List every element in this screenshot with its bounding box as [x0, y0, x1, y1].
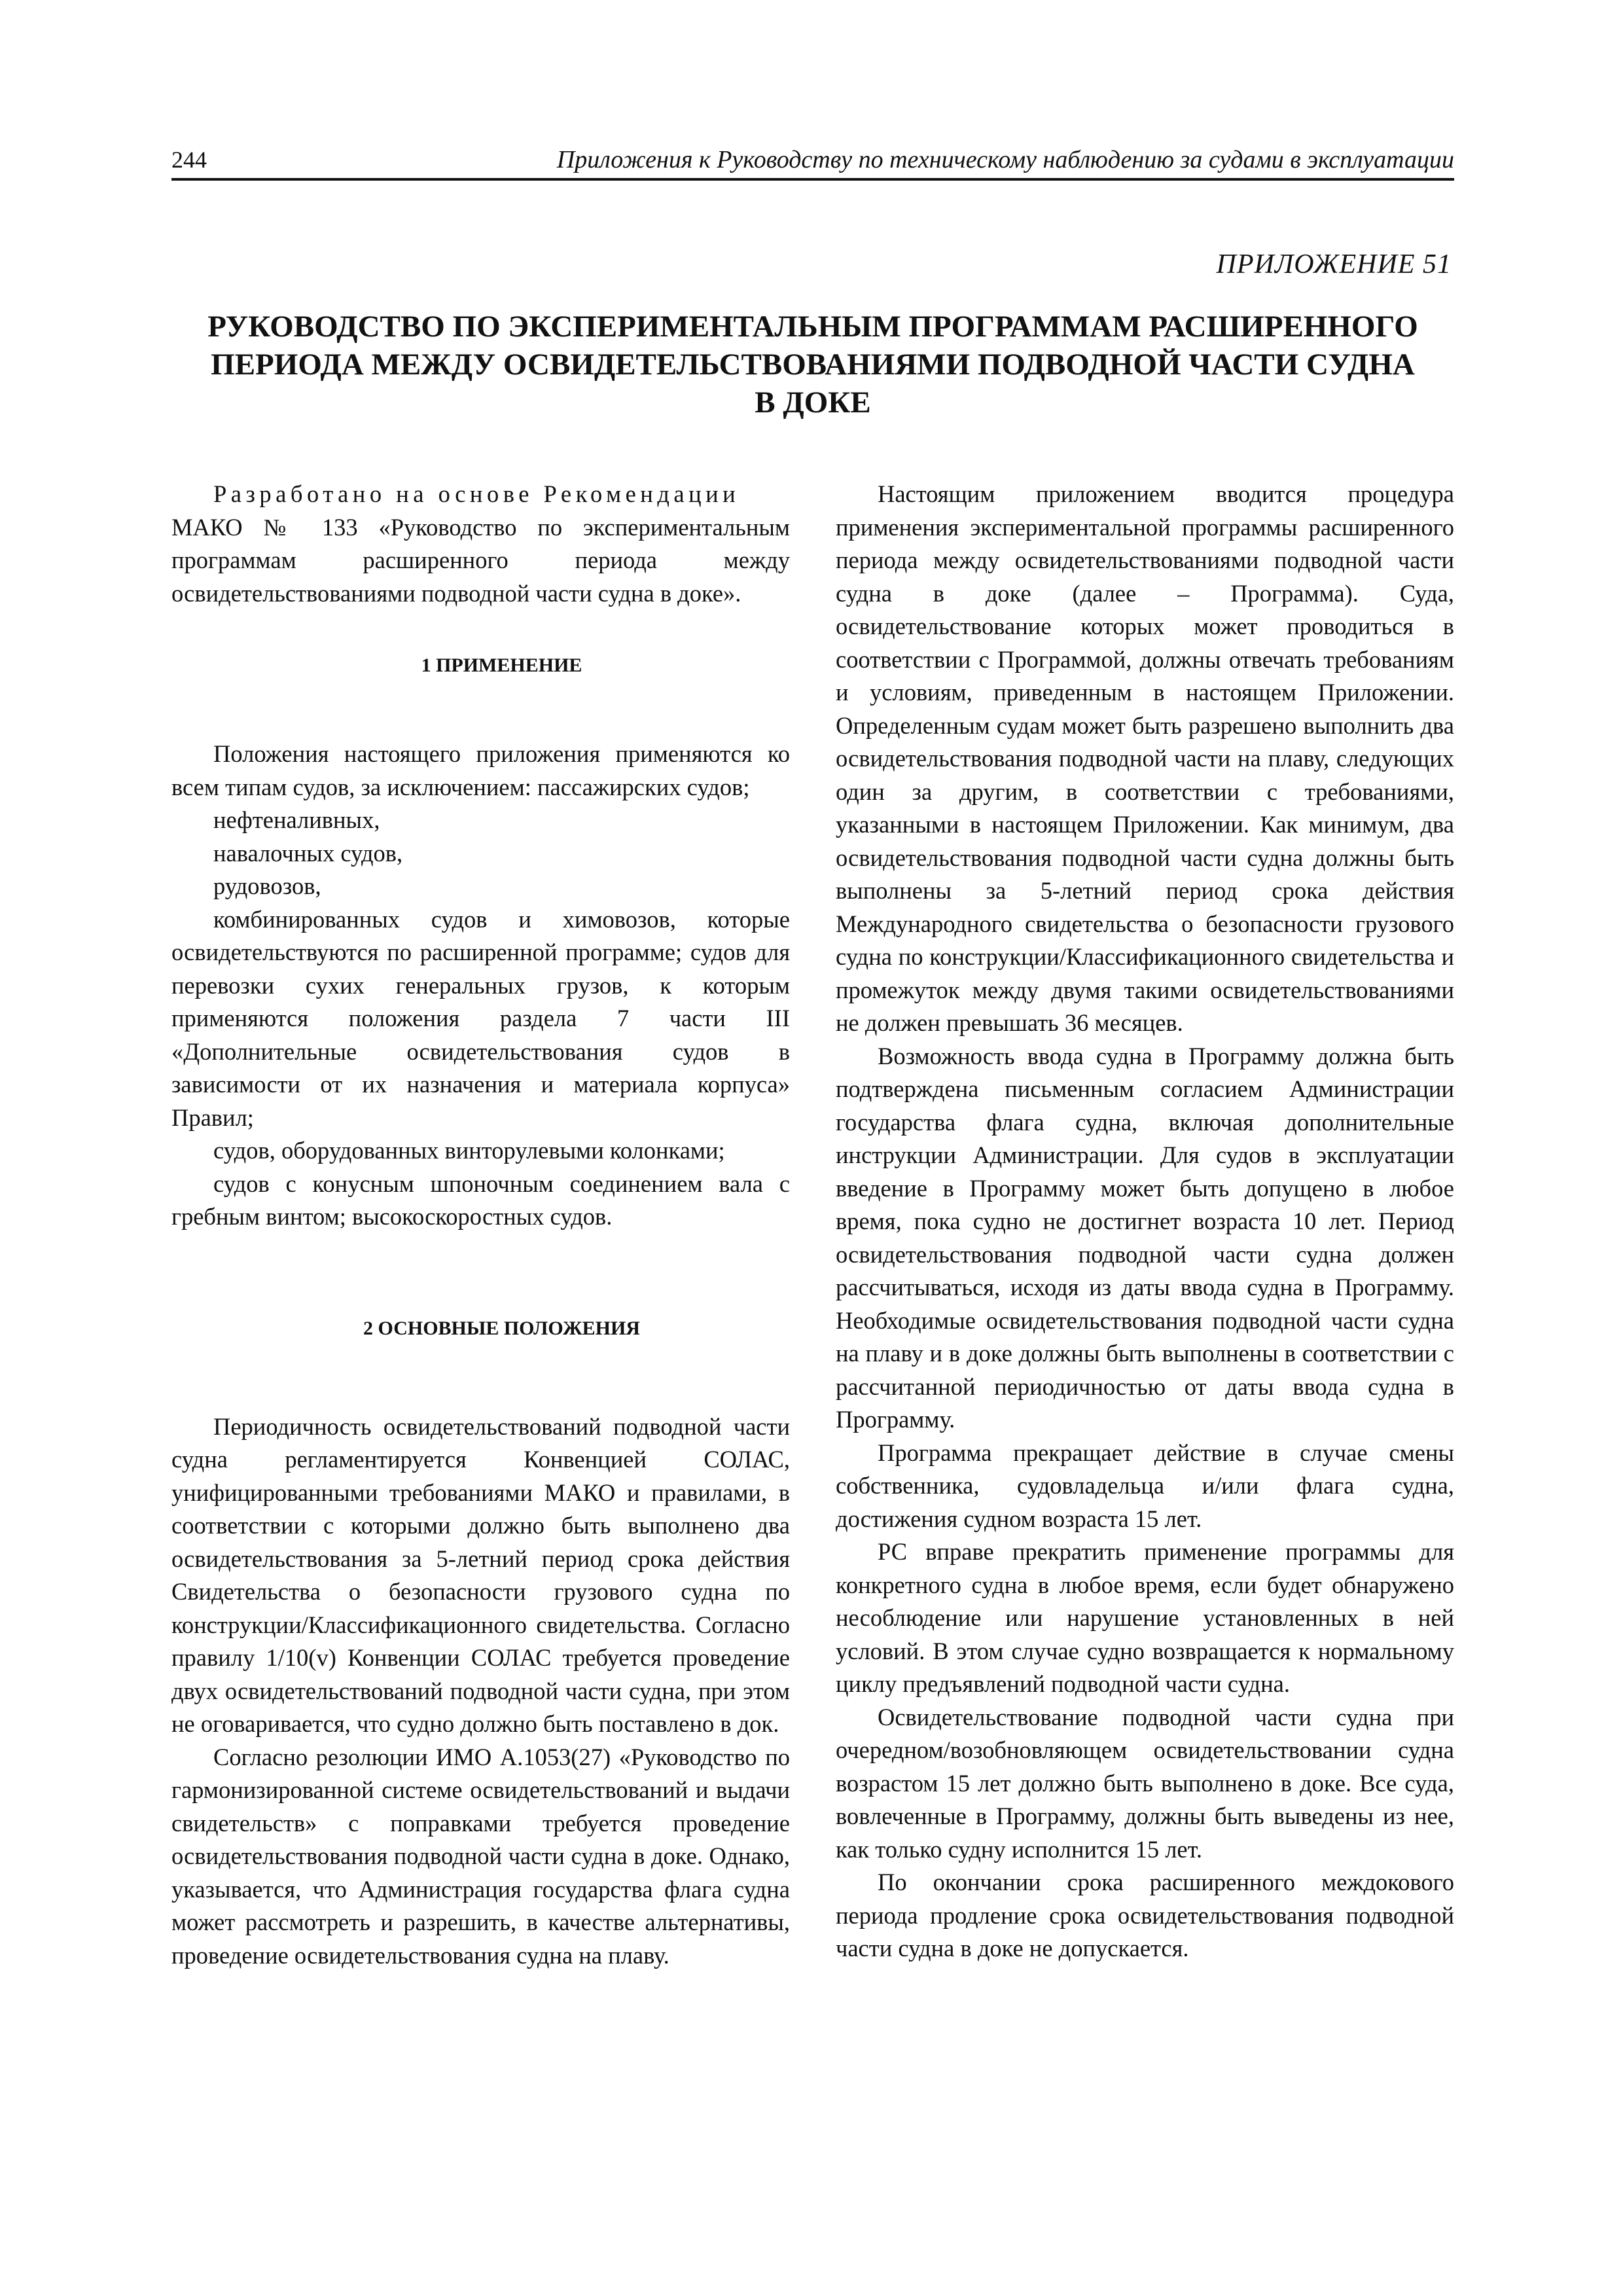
intro-paragraph-first-line: Разработано на основе Рекомендации — [213, 480, 740, 507]
body-paragraph: Настоящим приложением вводится процедура применения экспериментальной программы расширенного периода между освидетельствованиями подводной части судна в доке (далее – Программа). Суда, освидетельствование которых может проводиться в соответствии с Программой, должны отвечать требованиям и условиям, приведенным в настоящем Приложении. Определенным судам может быть разрешено выполнить два освидетельствования подводной части на плаву, следующих один за другим, в соответствии с требованиями, указанными в настоящем Приложении. Как минимум, два освидетельствования подводной части судна должны быть выполнены за 5-летний период срока действия Международного свидетельства о безопасности грузового судна по конструкции/Классификационного свидетельства и промежуток между двумя такими освидетельствованиями не должен превышать 36 месяцев. — [836, 480, 1454, 1036]
list-item: судов, оборудованных винторулевыми колонками; — [213, 1137, 725, 1164]
body-paragraph: Освидетельствование подводной части судна при очередном/возобновляющем освидетельствовании судна возрастом 15 лет должно быть выполнено в доке. Все суда, вовлеченные в Программу, должны быть выведены из нее, как только судну исполнится 15 лет. — [836, 1703, 1454, 1863]
body-paragraph: Периодичность освидетельствований подводной части судна регламентируется Конвенцией СОЛАС, унифицированными требованиями МАКО и правилами, в соответствии с которыми должно быть выполнено два освидетельствования за 5-летний период срока действия Свидетельства о безопасности грузового судна по конструкции/Классификационного свидетельства. Согласно правилу 1/10(v) Конвенции СОЛАС требуется проведение двух освидетельствований подводной части судна, при этом не оговаривается, что судно должно быть поставлено в док. — [171, 1412, 790, 1737]
left-column — [171, 478, 790, 1972]
appendix-label: ПРИЛОЖЕНИЕ 51 — [1216, 249, 1452, 279]
running-title: Приложения к Руководству по техническому наблюдению за судами в эксплуатации — [556, 146, 1454, 173]
body-paragraph: Возможность ввода судна в Программу должна быть подтверждена письменным согласием Администрации государства флага судна, включая дополнительные инструкции Администрации. Для судов в эксплуатации введение в Программу может быть допущено в любое время, пока судно не достигнет возраста 10 лет. Период освидетельствования подводной части судна должен рассчитываться, исходя из даты ввода судна в Программу. Необходимые освидетельствования подводной части судна на плаву и в доке должны быть выполнены в соответствии с рассчитанной периодичностью от даты ввода судна в Программу. — [836, 1042, 1454, 1433]
body-paragraph: РС вправе прекратить применение программы для конкретного судна в любое время, если будет обнаружено несоблюдение или нарушение установленных в ней условий. В этом случае судно возвращается к нормальному циклу предъявлений подводной части судна. — [836, 1538, 1454, 1697]
list-item: нефтеналивных, — [213, 806, 380, 833]
list-item: судов с конусным шпоночным соединением вала с гребным винтом; высокоскоростных судов. — [171, 1170, 790, 1230]
intro-paragraph: МАКО № 133 «Руководство по экспериментальным программам расширенного периода между освидетельствованиями подводной части судна в доке». — [171, 513, 790, 607]
list-item: комбинированных судов и химовозов, которые освидетельствуются по расширенной программе; судов для перевозки сухих генеральных грузов, к которым применяются положения раздела 7 части III «Дополнительные освидетельствования судов в зависимости от их назначения и материала корпуса» Правил; — [171, 905, 790, 1131]
body-paragraph: Положения настоящего приложения применяются ко всем типам судов, за исключением: пассажирских судов; — [171, 740, 790, 800]
section-heading-application: 1 ПРИМЕНЕНИЕ — [421, 655, 582, 676]
section-heading-main-provisions: 2 ОСНОВНЫЕ ПОЛОЖЕНИЯ — [363, 1317, 640, 1339]
body-paragraph: Согласно резолюции ИМО А.1053(27) «Руководство по гармонизированной системе освидетельствований и выдачи свидетельств» с поправками требуется проведение освидетельствования подводной части судна в доке. Однако, указывается, что Администрация государства флага судна может рассмотреть и разрешить, в качестве альтернативы, проведение освидетельствования судна на плаву. — [171, 1743, 790, 1969]
body-paragraph: По окончании срока расширенного междокового периода продление срока освидетельствования подводной части судна в доке не допускается. — [836, 1869, 1454, 1962]
document-title-line: ПЕРИОДА МЕЖДУ ОСВИДЕТЕЛЬСТВОВАНИЯМИ ПОДВОДНОЙ ЧАСТИ СУДНА — [211, 348, 1415, 382]
right-column — [836, 478, 1454, 1965]
document-title-line: В ДОКЕ — [755, 386, 871, 420]
page-number: 244 — [171, 147, 207, 173]
list-item: навалочных судов, — [213, 839, 403, 867]
list-item: рудовозов, — [213, 872, 321, 899]
page-header — [171, 145, 1454, 181]
document-title — [171, 308, 1454, 422]
body-paragraph: Программа прекращает действие в случае смены собственника, судовладельца и/или флага судна, достижения судном возраста 15 лет. — [836, 1439, 1454, 1532]
document-title-line: РУКОВОДСТВО ПО ЭКСПЕРИМЕНТАЛЬНЫМ ПРОГРАММАМ РАСШИРЕННОГО — [207, 310, 1418, 344]
